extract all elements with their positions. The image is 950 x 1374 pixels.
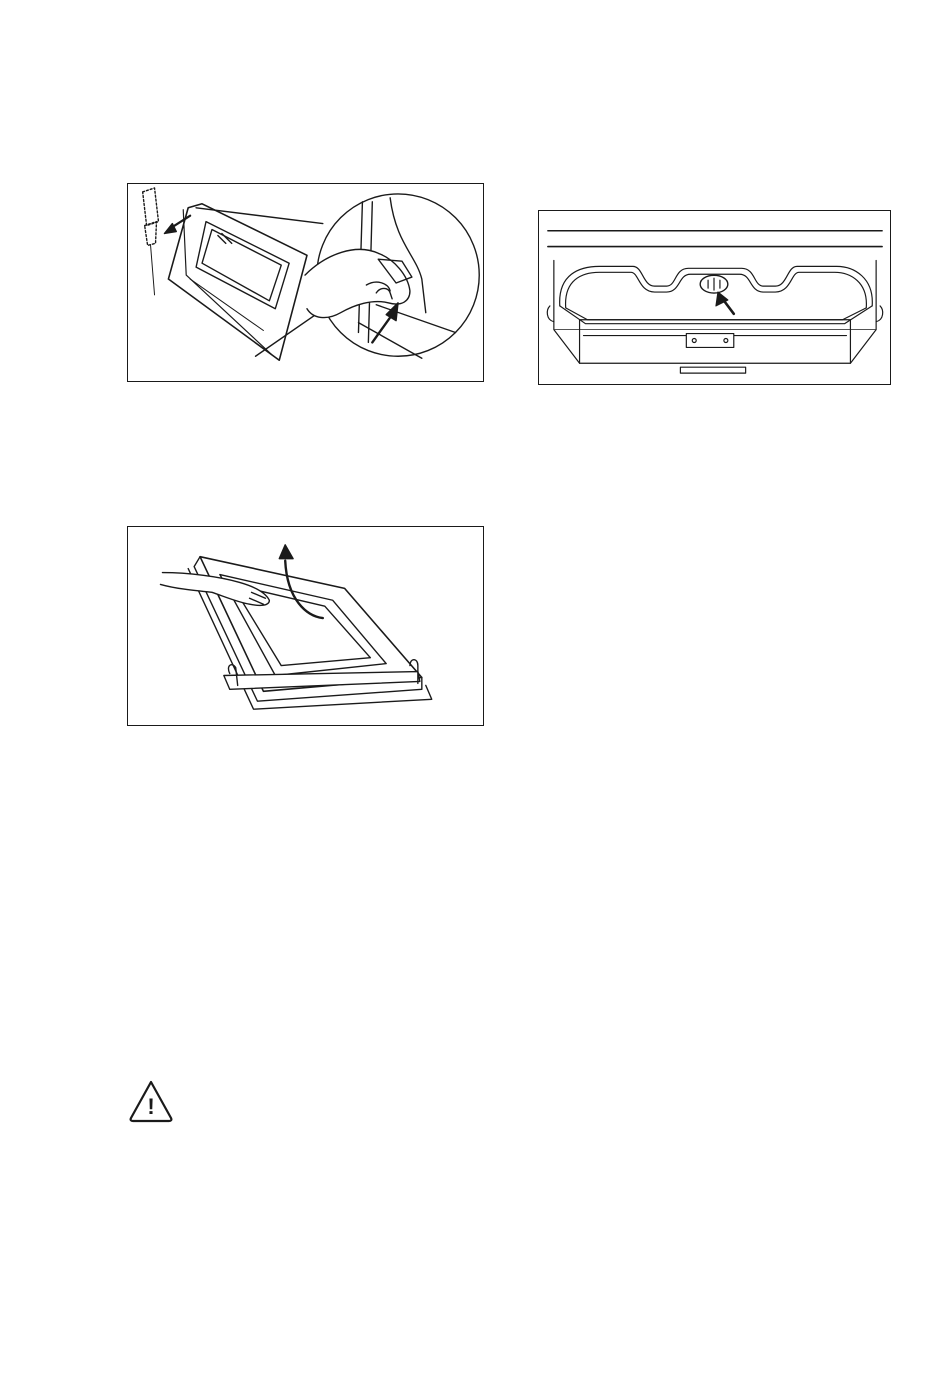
warning-icon — [128, 1079, 174, 1123]
glass-panel-icon — [128, 527, 483, 725]
warning-symbol: ! — [147, 1094, 155, 1119]
door-trim-removal-illustration — [127, 183, 484, 382]
door-glass-panel-illustration — [127, 526, 484, 726]
screwdriver-icon — [143, 188, 159, 245]
warning-triangle-icon — [128, 1079, 174, 1123]
lamp-cover-illustration — [538, 210, 891, 385]
oven-door-trim-icon — [128, 184, 483, 381]
oven-lamp-icon — [539, 211, 890, 384]
